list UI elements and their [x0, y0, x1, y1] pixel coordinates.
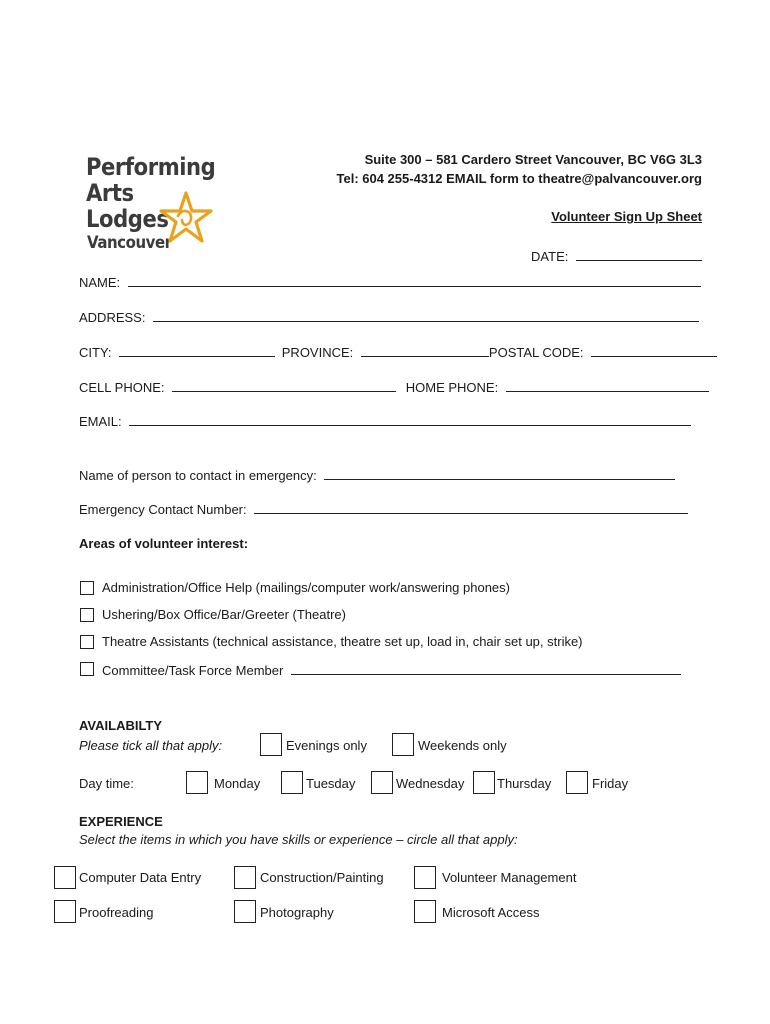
- evenings-checkbox[interactable]: [260, 733, 282, 756]
- interest-label: Ushering/Box Office/Bar/Greeter (Theatre): [102, 607, 346, 622]
- thursday-label: Thursday: [497, 776, 552, 791]
- experience-label: Proofreading: [79, 905, 154, 920]
- emergency-number-field[interactable]: [254, 501, 688, 514]
- province-field[interactable]: [361, 344, 489, 357]
- interest-checkbox[interactable]: [80, 581, 94, 595]
- email-field[interactable]: [129, 413, 691, 426]
- experience-checkbox[interactable]: [414, 900, 436, 923]
- experience-label: Volunteer Management: [442, 870, 577, 885]
- city-field[interactable]: [119, 344, 275, 357]
- cell-label: CELL PHONE:: [79, 380, 165, 395]
- experience-label: Microsoft Access: [442, 905, 540, 920]
- header-contact: Tel: 604 255-4312 EMAIL form to theatre@palvancouver.org: [336, 171, 702, 186]
- friday-checkbox[interactable]: [566, 771, 588, 794]
- committee-row: [102, 662, 681, 679]
- city-row: [79, 344, 717, 361]
- postal-label: POSTAL CODE:: [488, 345, 584, 360]
- experience-label: Photography: [260, 905, 334, 920]
- province-label: PROVINCE:: [281, 345, 354, 360]
- experience-checkbox[interactable]: [234, 866, 256, 889]
- name-label: NAME:: [79, 275, 121, 290]
- address-field[interactable]: [153, 309, 699, 322]
- wednesday-label: Wednesday: [396, 776, 465, 791]
- tuesday-label: Tuesday: [306, 776, 356, 791]
- availability-instruction: Please tick all that apply:: [79, 738, 223, 753]
- monday-label: Monday: [214, 776, 261, 791]
- logo-line-1: Performing: [86, 153, 216, 181]
- interest-label: Committee/Task Force Member: [102, 663, 284, 678]
- committee-field[interactable]: [291, 662, 681, 675]
- home-field[interactable]: [506, 379, 709, 392]
- cell-field[interactable]: [172, 379, 396, 392]
- evenings-label: Evenings only: [286, 738, 367, 753]
- logo: [86, 154, 226, 258]
- form-title: Volunteer Sign Up Sheet: [551, 209, 702, 224]
- date-label: DATE:: [531, 249, 569, 264]
- experience-label: Construction/Painting: [260, 870, 384, 885]
- emergency-name-field[interactable]: [324, 467, 675, 480]
- experience-instruction: Select the items in which you have skills or experience – circle all that apply:: [79, 832, 518, 847]
- tuesday-checkbox[interactable]: [281, 771, 303, 794]
- date-row: [531, 248, 702, 265]
- availability-heading: AVAILABILTY: [79, 718, 163, 733]
- home-label: HOME PHONE:: [405, 380, 499, 395]
- email-label: EMAIL:: [79, 414, 122, 429]
- weekends-label: Weekends only: [418, 738, 507, 753]
- interest-checkbox[interactable]: [80, 608, 94, 622]
- experience-label: Computer Data Entry: [79, 870, 202, 885]
- address-row: [79, 309, 699, 326]
- interests-heading: Areas of volunteer interest:: [79, 536, 249, 551]
- address-label: ADDRESS:: [79, 310, 146, 325]
- experience-heading: EXPERIENCE: [79, 814, 163, 829]
- city-label: CITY:: [79, 345, 112, 360]
- email-row: [79, 413, 691, 430]
- thursday-checkbox[interactable]: [473, 771, 495, 794]
- interest-label: Theatre Assistants (technical assistance, theatre set up, load in, chair set up, strike): [102, 634, 583, 649]
- date-field[interactable]: [576, 248, 702, 261]
- name-row: [79, 274, 701, 291]
- experience-checkbox[interactable]: [54, 900, 76, 923]
- phone-row: [79, 379, 709, 396]
- emergency-name-label: Name of person to contact in emergency:: [79, 468, 317, 483]
- interest-checkbox[interactable]: [80, 662, 94, 676]
- interest-label: Administration/Office Help (mailings/computer work/answering phones): [102, 580, 510, 595]
- postal-field[interactable]: [591, 344, 717, 357]
- experience-checkbox[interactable]: [414, 866, 436, 889]
- experience-checkbox[interactable]: [234, 900, 256, 923]
- emergency-number-label: Emergency Contact Number:: [79, 502, 247, 517]
- weekends-checkbox[interactable]: [392, 733, 414, 756]
- logo-line-3: Lodges: [86, 205, 169, 233]
- interest-checkbox[interactable]: [80, 635, 94, 649]
- emergency-number-row: [79, 501, 688, 518]
- star-icon: [158, 190, 214, 246]
- monday-checkbox[interactable]: [186, 771, 208, 794]
- daytime-label: Day time:: [79, 776, 134, 791]
- logo-line-2: Arts: [86, 179, 134, 207]
- header-address: Suite 300 – 581 Cardero Street Vancouver, BC V6G 3L3: [364, 152, 702, 167]
- friday-label: Friday: [592, 776, 629, 791]
- wednesday-checkbox[interactable]: [371, 771, 393, 794]
- logo-line-4: Vancouver: [87, 233, 172, 253]
- experience-checkbox[interactable]: [54, 866, 76, 889]
- name-field[interactable]: [128, 274, 701, 287]
- emergency-name-row: [79, 467, 675, 484]
